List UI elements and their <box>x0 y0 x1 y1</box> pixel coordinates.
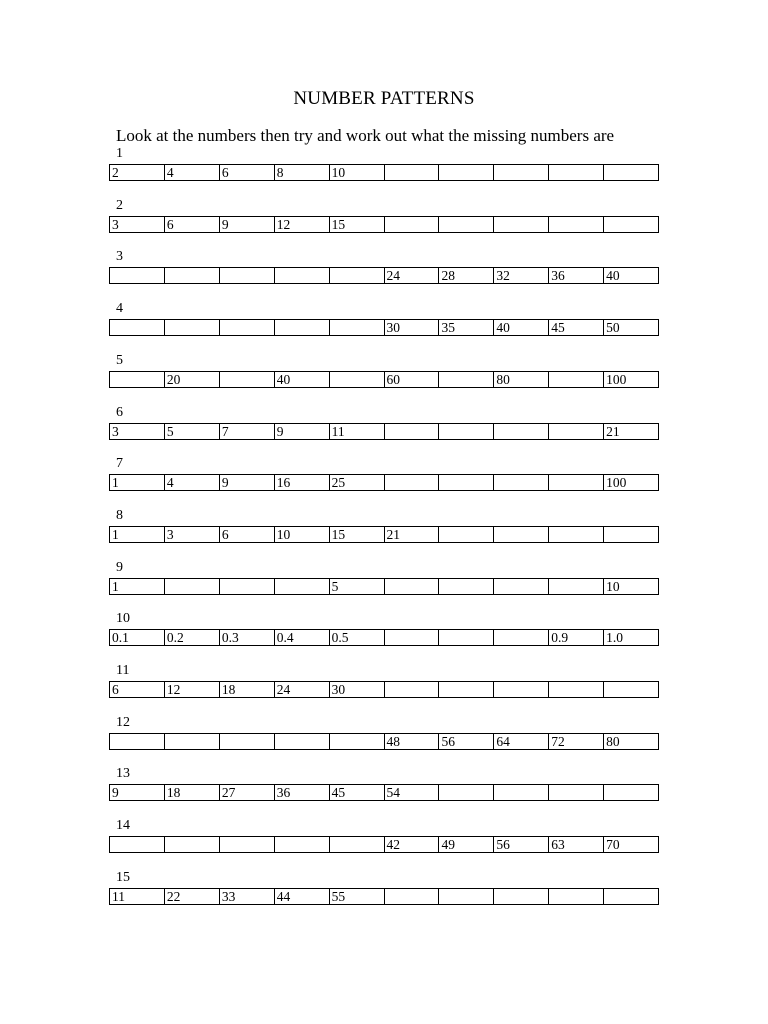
blank-answer-cell <box>494 630 549 645</box>
pattern-grid <box>109 836 659 853</box>
pattern-grid <box>109 216 659 233</box>
pattern-number: 13 <box>116 766 130 782</box>
pattern-number: 1 <box>116 146 123 161</box>
number-cell: 4 <box>165 475 220 490</box>
blank-answer-cell <box>385 165 440 180</box>
number-cell: 15 <box>330 217 385 232</box>
number-cell: 1 <box>110 475 165 490</box>
blank-answer-cell <box>549 682 604 697</box>
number-cell: 24 <box>275 682 330 697</box>
number-cell: 6 <box>220 527 275 542</box>
page-title: NUMBER PATTERNS <box>293 88 475 109</box>
blank-answer-cell <box>385 630 440 645</box>
number-cell: 60 <box>385 372 440 387</box>
number-cell: 36 <box>275 785 330 800</box>
blank-answer-cell <box>439 889 494 904</box>
blank-answer-cell <box>385 682 440 697</box>
number-cell: 3 <box>165 527 220 542</box>
blank-answer-cell <box>165 734 220 749</box>
number-cell: 55 <box>330 889 385 904</box>
blank-answer-cell <box>385 579 440 594</box>
number-cell: 48 <box>385 734 440 749</box>
pattern-row <box>0 405 768 445</box>
number-cell: 0.9 <box>549 630 604 645</box>
pattern-row <box>0 818 768 858</box>
number-cell: 18 <box>165 785 220 800</box>
pattern-number: 9 <box>116 559 123 575</box>
number-cell: 6 <box>220 165 275 180</box>
blank-answer-cell <box>165 837 220 852</box>
blank-answer-cell <box>549 527 604 542</box>
blank-answer-cell <box>494 165 549 180</box>
pattern-grid <box>109 319 659 336</box>
blank-answer-cell <box>385 475 440 490</box>
pattern-row <box>0 508 768 548</box>
blank-answer-cell <box>549 579 604 594</box>
pattern-row <box>0 146 768 186</box>
blank-answer-cell <box>275 734 330 749</box>
number-cell: 4 <box>165 165 220 180</box>
pattern-row <box>0 766 768 806</box>
number-cell: 70 <box>606 837 620 853</box>
number-cell: 10 <box>275 527 330 542</box>
blank-answer-cell <box>439 630 494 645</box>
blank-answer-cell <box>439 424 494 439</box>
number-cell: 10 <box>330 165 385 180</box>
number-cell: 100 <box>606 475 627 491</box>
blank-answer-cell <box>220 579 275 594</box>
blank-answer-cell <box>604 889 658 904</box>
pattern-number: 5 <box>116 352 123 368</box>
number-cell: 56 <box>494 837 549 852</box>
blank-answer-cell <box>494 889 549 904</box>
number-cell: 20 <box>165 372 220 387</box>
pattern-row <box>0 353 768 393</box>
blank-answer-cell <box>165 268 220 283</box>
number-cell: 33 <box>220 889 275 904</box>
blank-answer-cell <box>330 837 385 852</box>
blank-answer-cell <box>110 372 165 387</box>
number-cell: 36 <box>549 268 604 283</box>
number-cell: 50 <box>606 320 620 336</box>
pattern-number: 2 <box>116 197 123 213</box>
blank-answer-cell <box>220 372 275 387</box>
number-cell: 9 <box>220 475 275 490</box>
pattern-grid <box>109 423 659 440</box>
blank-answer-cell <box>165 579 220 594</box>
number-cell: 56 <box>439 734 494 749</box>
pattern-row <box>0 870 768 910</box>
pattern-number: 12 <box>116 714 130 730</box>
blank-answer-cell <box>385 424 440 439</box>
blank-answer-cell <box>220 320 275 335</box>
pattern-row <box>0 560 768 600</box>
blank-answer-cell <box>110 268 165 283</box>
blank-answer-cell <box>549 372 604 387</box>
number-cell: 9 <box>220 217 275 232</box>
pattern-number: 15 <box>116 869 130 885</box>
blank-answer-cell <box>330 372 385 387</box>
pattern-row <box>0 301 768 341</box>
number-cell: 12 <box>275 217 330 232</box>
number-cell: 45 <box>330 785 385 800</box>
pattern-grid <box>109 267 659 284</box>
pattern-row <box>0 456 768 496</box>
number-cell: 1 <box>110 527 165 542</box>
pattern-grid <box>109 164 659 181</box>
number-cell: 3 <box>110 217 165 232</box>
number-cell: 35 <box>439 320 494 335</box>
pattern-number: 7 <box>116 456 123 472</box>
blank-answer-cell <box>439 165 494 180</box>
number-cell: 15 <box>330 527 385 542</box>
blank-answer-cell <box>549 424 604 439</box>
number-cell: 3 <box>110 424 165 439</box>
number-cell: 40 <box>494 320 549 335</box>
blank-answer-cell <box>494 475 549 490</box>
pattern-number: 4 <box>116 301 123 317</box>
pattern-grid <box>109 681 659 698</box>
blank-answer-cell <box>330 320 385 335</box>
pattern-grid <box>109 578 659 595</box>
blank-answer-cell <box>439 579 494 594</box>
blank-answer-cell <box>110 837 165 852</box>
blank-answer-cell <box>494 217 549 232</box>
pattern-number: 10 <box>116 611 130 627</box>
number-cell: 2 <box>110 165 165 180</box>
number-cell: 7 <box>220 424 275 439</box>
number-cell: 1 <box>110 579 165 594</box>
blank-answer-cell <box>439 217 494 232</box>
number-cell: 21 <box>385 527 440 542</box>
number-cell: 8 <box>275 165 330 180</box>
blank-answer-cell <box>604 682 658 697</box>
blank-answer-cell <box>220 268 275 283</box>
number-cell: 40 <box>275 372 330 387</box>
number-cell: 44 <box>275 889 330 904</box>
blank-answer-cell <box>549 889 604 904</box>
blank-answer-cell <box>494 785 549 800</box>
blank-answer-cell <box>439 527 494 542</box>
blank-answer-cell <box>494 424 549 439</box>
number-cell: 72 <box>549 734 604 749</box>
number-cell: 40 <box>606 268 620 284</box>
pattern-grid <box>109 526 659 543</box>
number-cell: 0.1 <box>110 630 165 645</box>
pattern-row <box>0 198 768 238</box>
pattern-number: 6 <box>116 404 123 420</box>
blank-answer-cell <box>604 165 658 180</box>
number-cell: 0.4 <box>275 630 330 645</box>
number-cell: 16 <box>275 475 330 490</box>
pattern-row <box>0 611 768 651</box>
pattern-number: 11 <box>116 663 130 678</box>
number-cell: 5 <box>165 424 220 439</box>
blank-answer-cell <box>549 475 604 490</box>
number-cell: 28 <box>439 268 494 283</box>
number-cell: 12 <box>165 682 220 697</box>
number-cell: 42 <box>385 837 440 852</box>
number-cell: 10 <box>606 578 620 594</box>
pattern-number: 8 <box>116 507 123 523</box>
number-cell: 22 <box>165 889 220 904</box>
blank-answer-cell <box>549 217 604 232</box>
pattern-grid <box>109 733 659 750</box>
blank-answer-cell <box>275 837 330 852</box>
blank-answer-cell <box>439 475 494 490</box>
number-cell: 63 <box>549 837 604 852</box>
blank-answer-cell <box>110 320 165 335</box>
pattern-grid <box>109 888 659 905</box>
number-cell: 9 <box>110 785 165 800</box>
number-cell: 64 <box>494 734 549 749</box>
number-cell: 80 <box>606 733 620 749</box>
number-cell: 45 <box>549 320 604 335</box>
number-cell: 9 <box>275 424 330 439</box>
blank-answer-cell <box>385 889 440 904</box>
number-cell: 54 <box>385 785 440 800</box>
blank-answer-cell <box>330 268 385 283</box>
number-cell: 1.0 <box>606 630 624 646</box>
pattern-number: 14 <box>116 818 130 834</box>
blank-answer-cell <box>385 217 440 232</box>
blank-answer-cell <box>330 734 385 749</box>
number-cell: 27 <box>220 785 275 800</box>
number-cell: 11 <box>110 889 165 904</box>
number-cell: 30 <box>330 682 385 697</box>
blank-answer-cell <box>604 785 658 800</box>
pattern-number: 3 <box>116 249 123 265</box>
pattern-grid <box>109 371 659 388</box>
blank-answer-cell <box>275 268 330 283</box>
blank-answer-cell <box>275 579 330 594</box>
blank-answer-cell <box>604 217 658 232</box>
number-cell: 18 <box>220 682 275 697</box>
pattern-row <box>0 715 768 755</box>
number-cell: 6 <box>110 682 165 697</box>
blank-answer-cell <box>549 165 604 180</box>
number-cell: 0.5 <box>330 630 385 645</box>
number-cell: 49 <box>439 837 494 852</box>
blank-answer-cell <box>494 527 549 542</box>
pattern-grid <box>109 784 659 801</box>
number-cell: 25 <box>330 475 385 490</box>
blank-answer-cell <box>165 320 220 335</box>
number-cell: 30 <box>385 320 440 335</box>
pattern-row <box>0 663 768 703</box>
pattern-grid <box>109 629 659 646</box>
number-cell: 11 <box>330 424 385 439</box>
number-cell: 32 <box>494 268 549 283</box>
number-cell: 24 <box>385 268 440 283</box>
number-cell: 5 <box>330 579 385 594</box>
number-cell: 6 <box>165 217 220 232</box>
blank-answer-cell <box>549 785 604 800</box>
blank-answer-cell <box>494 682 549 697</box>
number-cell: 0.3 <box>220 630 275 645</box>
number-cell: 80 <box>494 372 549 387</box>
number-cell: 21 <box>606 423 620 439</box>
blank-answer-cell <box>439 785 494 800</box>
number-cell: 100 <box>606 371 627 387</box>
blank-answer-cell <box>604 527 658 542</box>
pattern-grid <box>109 474 659 491</box>
blank-answer-cell <box>110 734 165 749</box>
blank-answer-cell <box>494 579 549 594</box>
blank-answer-cell <box>439 682 494 697</box>
number-cell: 0.2 <box>165 630 220 645</box>
blank-answer-cell <box>275 320 330 335</box>
pattern-row <box>0 249 768 289</box>
blank-answer-cell <box>439 372 494 387</box>
blank-answer-cell <box>220 837 275 852</box>
blank-answer-cell <box>220 734 275 749</box>
instructions-text: Look at the numbers then try and work out what the missing numbers are <box>116 126 615 145</box>
